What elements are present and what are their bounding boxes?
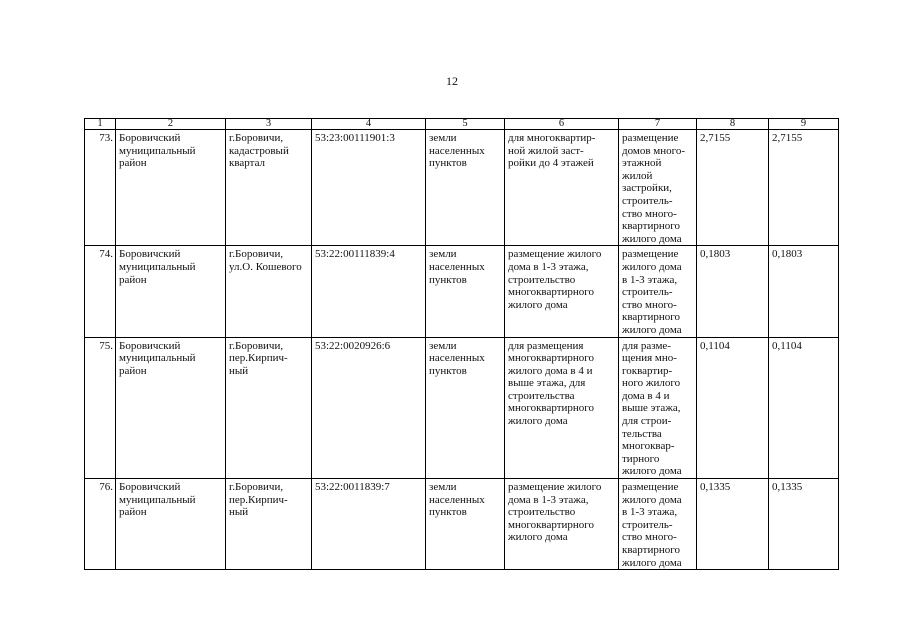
area-cell: 2,7155	[769, 130, 839, 246]
row-number: 76.	[85, 479, 116, 570]
district-cell: Боровичский муниципальный район	[116, 337, 226, 479]
purpose-cell: размещение жилого дома в 1-3 этажа, строитель- ство много- квартирного жилого дома	[619, 246, 697, 337]
table-row	[85, 130, 839, 246]
row-number: 74.	[85, 246, 116, 337]
land-category-cell: земли населенных пунктов	[426, 246, 505, 337]
district-cell: Боровичский муниципальный район	[116, 246, 226, 337]
district-cell: Боровичский муниципальный район	[116, 130, 226, 246]
purpose-cell: для разме- щения мно- гоквартир- ного жилого дома в 4 и выше этажа, для строи- тельства многоквар- тирного жилого дома	[619, 337, 697, 479]
land-category-cell: земли населенных пунктов	[426, 130, 505, 246]
header-row	[85, 119, 839, 130]
permitted-use-cell: размещение жилого дома в 1-3 этажа, строительство многоквартирного жилого дома	[505, 246, 619, 337]
area-cell: 0,1335	[769, 479, 839, 570]
table-row	[85, 337, 839, 479]
land-category-cell: земли населенных пунктов	[426, 337, 505, 479]
district-cell: Боровичский муниципальный район	[116, 479, 226, 570]
purpose-cell: размещение жилого дома в 1-3 этажа, строитель- ство много- квартирного жилого дома	[619, 479, 697, 570]
table-row	[85, 246, 839, 337]
permitted-use-cell: размещение жилого дома в 1-3 этажа, строительство многоквартирного жилого дома	[505, 479, 619, 570]
area-cell: 0,1803	[697, 246, 769, 337]
row-number: 73.	[85, 130, 116, 246]
column-header: 1	[85, 119, 116, 130]
page-number: 12	[446, 74, 458, 88]
permitted-use-cell: для размещения многоквартирного жилого дома в 4 и выше этажа, для строительства многоквартирного жилого дома	[505, 337, 619, 479]
location-cell: г.Боровичи, пер.Кирпич- ный	[226, 337, 312, 479]
cadastral-number-cell: 53:23:00111901:3	[312, 130, 426, 246]
column-header: 3	[226, 119, 312, 130]
area-cell: 0,1104	[769, 337, 839, 479]
column-header: 2	[116, 119, 226, 130]
area-cell: 0,1104	[697, 337, 769, 479]
column-header: 7	[619, 119, 697, 130]
column-header: 8	[697, 119, 769, 130]
land-category-cell: земли населенных пунктов	[426, 479, 505, 570]
purpose-cell: размещение домов много- этажной жилой застройки, строитель- ство много- квартирного жилого дома	[619, 130, 697, 246]
location-cell: г.Боровичи, кадастровый квартал	[226, 130, 312, 246]
location-cell: г.Боровичи, ул.О. Кошевого	[226, 246, 312, 337]
area-cell: 0,1803	[769, 246, 839, 337]
area-cell: 2,7155	[697, 130, 769, 246]
column-header: 4	[312, 119, 426, 130]
column-header: 9	[769, 119, 839, 130]
cadastral-number-cell: 53:22:0020926:6	[312, 337, 426, 479]
table-row	[85, 479, 839, 570]
cadastral-number-cell: 53:22:00111839:4	[312, 246, 426, 337]
column-header: 6	[505, 119, 619, 130]
area-cell: 0,1335	[697, 479, 769, 570]
row-number: 75.	[85, 337, 116, 479]
location-cell: г.Боровичи, пер.Кирпич- ный	[226, 479, 312, 570]
permitted-use-cell: для многоквартир- ной жилой заст- ройки до 4 этажей	[505, 130, 619, 246]
land-plots-table	[84, 118, 839, 570]
column-header: 5	[426, 119, 505, 130]
cadastral-number-cell: 53:22:0011839:7	[312, 479, 426, 570]
